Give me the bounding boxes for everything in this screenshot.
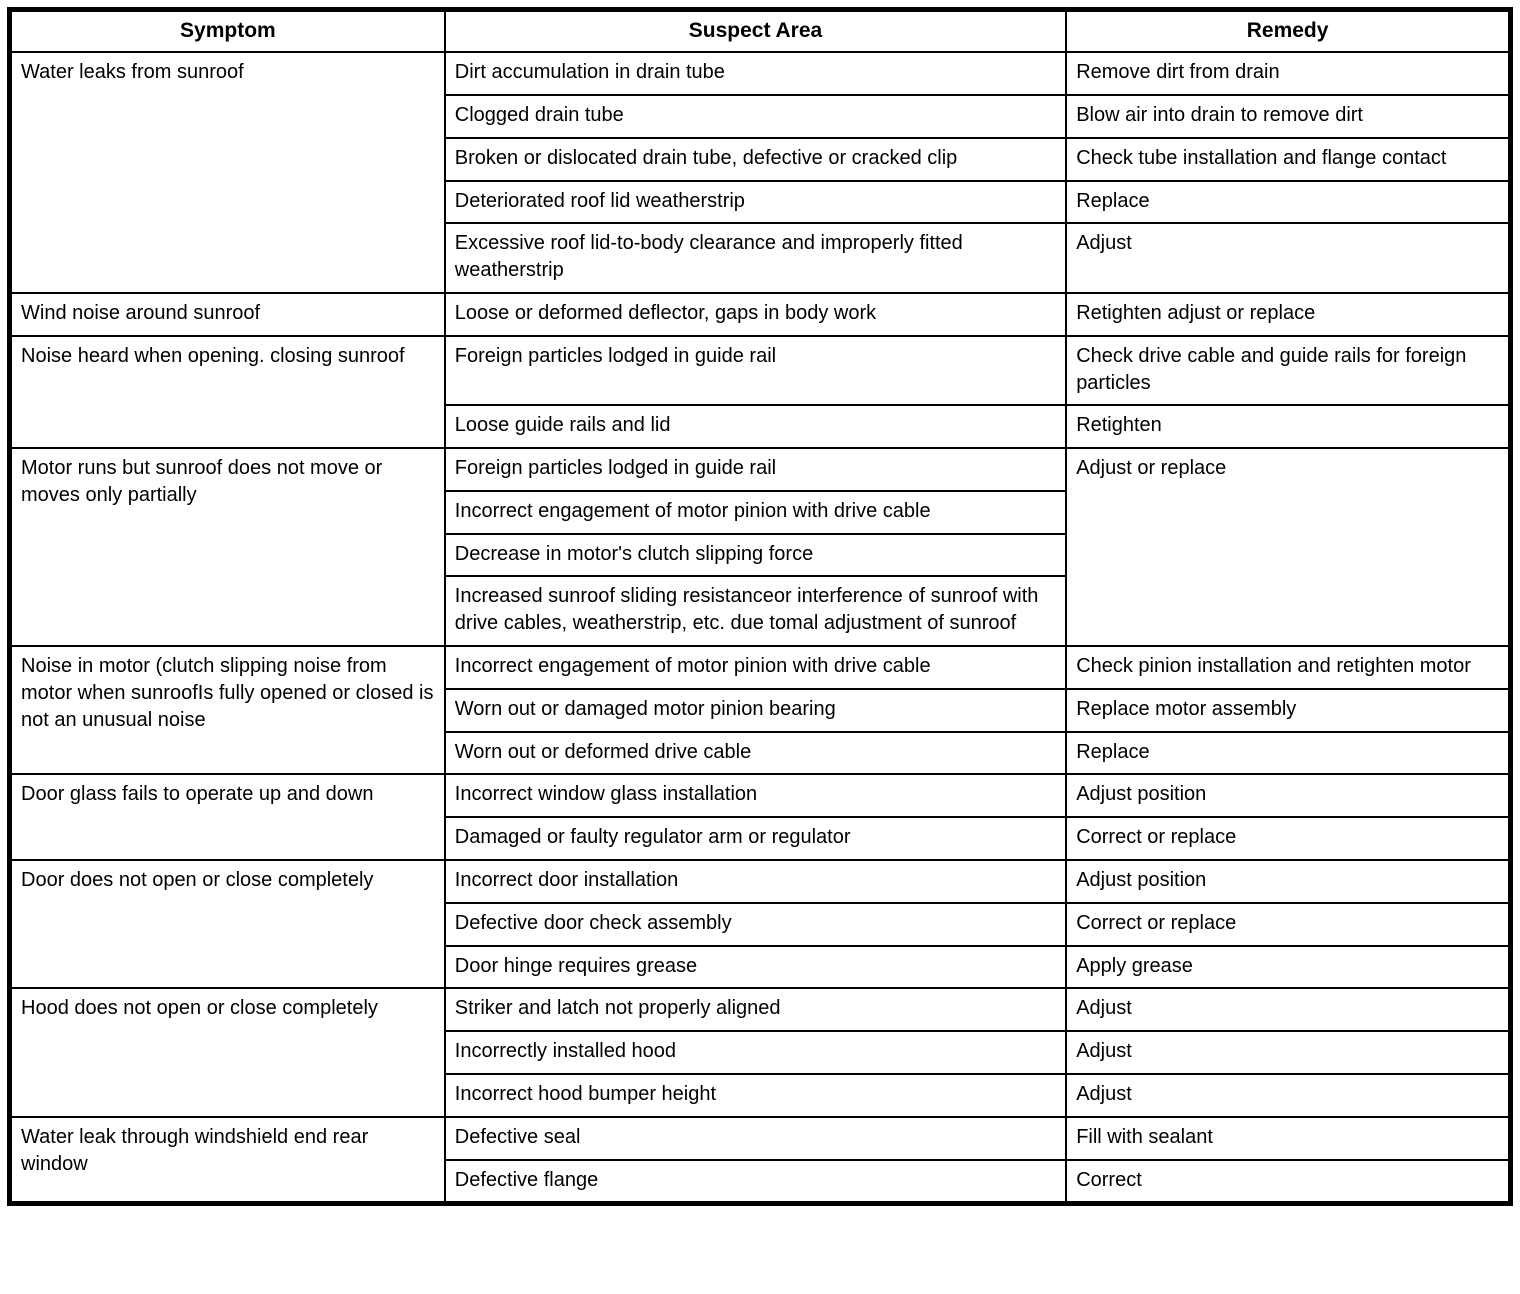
header-symptom: Symptom	[10, 10, 445, 53]
remedy-cell: Adjust position	[1066, 774, 1510, 817]
symptom-cell: Door glass fails to operate up and down	[10, 774, 445, 860]
suspect-area-cell: Incorrect engagement of motor pinion with drive cable	[445, 646, 1066, 689]
table-row	[10, 336, 1511, 406]
suspect-area-cell: Foreign particles lodged in guide rail	[445, 448, 1066, 491]
remedy-cell: Retighten	[1066, 405, 1510, 448]
suspect-area-cell: Incorrect window glass installation	[445, 774, 1066, 817]
suspect-area-cell: Door hinge requires grease	[445, 946, 1066, 989]
suspect-area-cell: Dirt accumulation in drain tube	[445, 52, 1066, 95]
remedy-cell: Blow air into drain to remove dirt	[1066, 95, 1510, 138]
remedy-cell: Apply grease	[1066, 946, 1510, 989]
suspect-area-cell: Loose guide rails and lid	[445, 405, 1066, 448]
remedy-cell: Check drive cable and guide rails for foreign particles	[1066, 336, 1510, 406]
remedy-cell: Retighten adjust or replace	[1066, 293, 1510, 336]
remedy-cell: Adjust	[1066, 988, 1510, 1031]
table-row	[10, 448, 1511, 491]
remedy-cell: Replace	[1066, 181, 1510, 224]
suspect-area-cell: Clogged drain tube	[445, 95, 1066, 138]
remedy-cell: Adjust	[1066, 1031, 1510, 1074]
symptom-cell: Noise heard when opening. closing sunroof	[10, 336, 445, 448]
table-row	[10, 860, 1511, 903]
remedy-cell: Correct or replace	[1066, 903, 1510, 946]
suspect-area-cell: Incorrect door installation	[445, 860, 1066, 903]
suspect-area-cell: Defective seal	[445, 1117, 1066, 1160]
symptom-cell: Motor runs but sunroof does not move or moves only partially	[10, 448, 445, 646]
remedy-cell: Check tube installation and flange contact	[1066, 138, 1510, 181]
suspect-area-cell: Worn out or deformed drive cable	[445, 732, 1066, 775]
suspect-area-cell: Foreign particles lodged in guide rail	[445, 336, 1066, 406]
remedy-cell: Fill with sealant	[1066, 1117, 1510, 1160]
symptom-cell: Wind noise around sunroof	[10, 293, 445, 336]
remedy-cell: Replace motor assembly	[1066, 689, 1510, 732]
table-row	[10, 52, 1511, 95]
header-remedy: Remedy	[1066, 10, 1510, 53]
remedy-cell: Adjust or replace	[1066, 448, 1510, 646]
suspect-area-cell: Increased sunroof sliding resistanceor interference of sunroof with drive cables, weatherstrip, etc. due tomal adjustment of sunroof	[445, 576, 1066, 646]
suspect-area-cell: Deteriorated roof lid weatherstrip	[445, 181, 1066, 224]
suspect-area-cell: Incorrectly installed hood	[445, 1031, 1066, 1074]
remedy-cell: Adjust	[1066, 223, 1510, 293]
symptom-cell: Water leak through windshield end rear window	[10, 1117, 445, 1204]
remedy-cell: Check pinion installation and retighten motor	[1066, 646, 1510, 689]
remedy-cell: Correct or replace	[1066, 817, 1510, 860]
suspect-area-cell: Incorrect hood bumper height	[445, 1074, 1066, 1117]
suspect-area-cell: Decrease in motor's clutch slipping force	[445, 534, 1066, 577]
suspect-area-cell: Defective flange	[445, 1160, 1066, 1204]
suspect-area-cell: Incorrect engagement of motor pinion with drive cable	[445, 491, 1066, 534]
remedy-cell: Adjust position	[1066, 860, 1510, 903]
suspect-area-cell: Defective door check assembly	[445, 903, 1066, 946]
header-row	[10, 10, 1511, 53]
symptom-cell: Hood does not open or close completely	[10, 988, 445, 1116]
table-row	[10, 988, 1511, 1031]
table-body	[10, 52, 1511, 1204]
suspect-area-cell: Excessive roof lid-to-body clearance and improperly fitted weatherstrip	[445, 223, 1066, 293]
symptom-cell: Noise in motor (clutch slipping noise from motor when sunroofIs fully opened or closed is not an unusual noise	[10, 646, 445, 774]
remedy-cell: Adjust	[1066, 1074, 1510, 1117]
symptom-cell: Door does not open or close completely	[10, 860, 445, 988]
symptom-cell: Water leaks from sunroof	[10, 52, 445, 293]
table-row	[10, 774, 1511, 817]
remedy-cell: Replace	[1066, 732, 1510, 775]
table-row	[10, 646, 1511, 689]
suspect-area-cell: Worn out or damaged motor pinion bearing	[445, 689, 1066, 732]
suspect-area-cell: Loose or deformed deflector, gaps in body work	[445, 293, 1066, 336]
header-suspect-area: Suspect Area	[445, 10, 1066, 53]
remedy-cell: Correct	[1066, 1160, 1510, 1204]
table-header	[10, 10, 1511, 53]
suspect-area-cell: Broken or dislocated drain tube, defective or cracked clip	[445, 138, 1066, 181]
suspect-area-cell: Damaged or faulty regulator arm or regulator	[445, 817, 1066, 860]
troubleshooting-table	[7, 7, 1513, 1206]
remedy-cell: Remove dirt from drain	[1066, 52, 1510, 95]
table-row	[10, 1117, 1511, 1160]
table-row	[10, 293, 1511, 336]
suspect-area-cell: Striker and latch not properly aligned	[445, 988, 1066, 1031]
